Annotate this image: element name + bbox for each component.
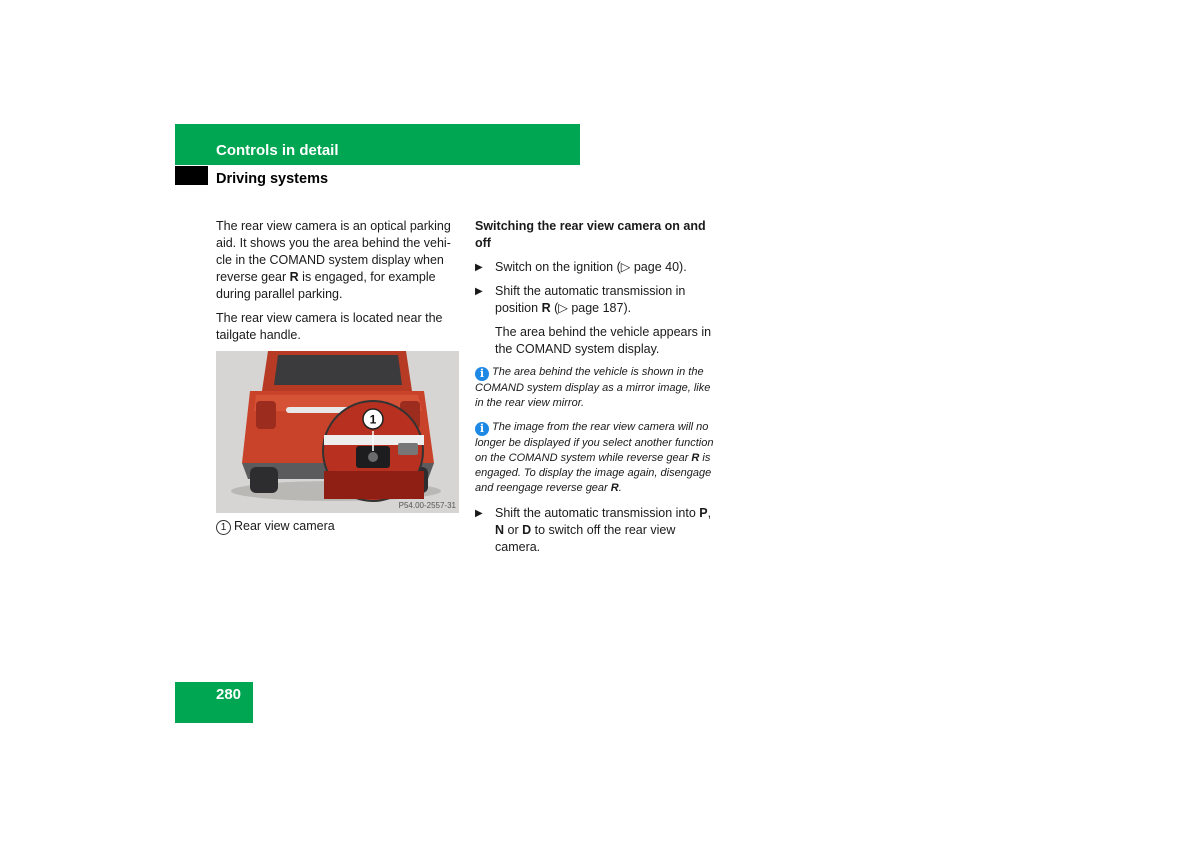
note-mirror-image: i The area behind the vehicle is shown in the COMAND system display as a mirror image, like in the rear view mirror. xyxy=(475,366,711,409)
chapter-title: Controls in detail xyxy=(216,142,339,159)
step-ignition: ▶ Switch on the ignition (▷ page 40). xyxy=(475,260,687,274)
bullet-arrow-icon: ▶ xyxy=(475,508,483,519)
image-code: P54.00-2557-31 xyxy=(398,501,456,510)
section-title: Driving systems xyxy=(216,171,329,187)
info-icon: i xyxy=(475,367,489,381)
step-result: The area behind the vehicle appears in the COMAND system display. xyxy=(495,325,712,356)
bullet-arrow-icon: ▶ xyxy=(475,286,483,297)
page-number: 280 xyxy=(216,686,242,703)
intro-paragraph: The rear view camera is an optical parking aid. It shows you the area behind the vehi-cle in the COMAND system display when reverse gear R is engaged, for example during parallel parking. xyxy=(216,219,451,301)
caption: 1 Rear view camera xyxy=(216,518,460,535)
switching-heading: Switching the rear view camera on and off xyxy=(475,219,706,250)
left-column xyxy=(216,218,460,542)
step-switch-off: ▶ Shift the automatic transmission into P, N or D to switch off the rear view camera. xyxy=(475,506,712,554)
rear-view-camera-photo xyxy=(216,351,459,513)
note-image-off: i The image from the rear view camera will no longer be displayed if you select another function on the COMAND system while reverse gear R is engaged. To display the image again, disengage and reengage reverse gear R. xyxy=(475,421,714,494)
location-paragraph: The rear view camera is located near the tailgate handle. xyxy=(216,311,443,342)
photo-callout-1: 1 xyxy=(369,412,377,427)
right-column xyxy=(475,218,720,563)
step-shift-reverse: ▶ Shift the automatic transmission in position R (▷ page 187). xyxy=(475,284,686,315)
info-icon: i xyxy=(475,422,489,436)
car-rear-illustration xyxy=(216,351,459,513)
callout-number-badge: 1 xyxy=(216,520,231,535)
page-number-box xyxy=(175,682,253,723)
section-marker xyxy=(175,166,208,185)
bullet-arrow-icon: ▶ xyxy=(475,262,483,273)
